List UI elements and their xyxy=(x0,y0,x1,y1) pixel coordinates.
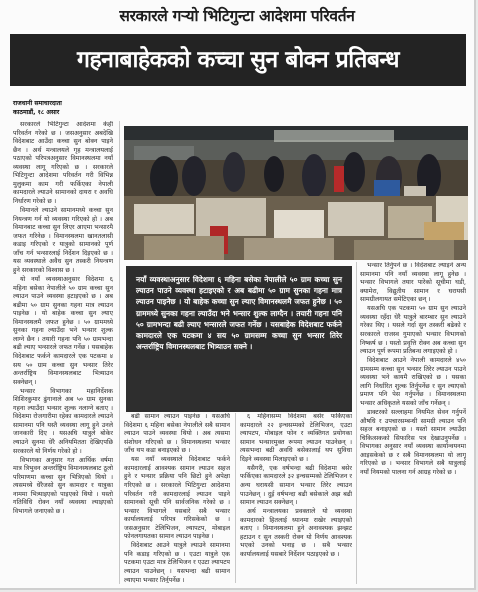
paragraph: भन्सार तिर्नुपर्ने छ । विदेशबाट ल्याइने अन्य सामानमा पनि नयाँ व्यवस्था लागू हुनेछ । भन्सार विभागले तयार पारेको सूचीमा घडी, क्यामेरा, विद्युतीय सामान र घरायसी सामग्रीलगायत समेटिएका छन् । xyxy=(360,262,466,304)
paragraph: भन्सार विभागका महानिर्देशक शिशिरकुमार ढुंगानाले अब ५० ग्राम सुनका गहना ल्याउँदा भन्सार शुल्क नलाग्ने बताए । विदेशमा रोजगारीमा रहेका कामदारले ल्याउने सामानमा पनि यस्तै व्यवस्था लागू हुने उनले जानकारी दिए । यसअघि यात्रुले बोकेर ल्याउने सुनमा धेरै अनियमितता देखिएपछि सरकारले यो निर्णय गरेको हो । xyxy=(13,387,113,455)
paragraph: ६ महिनासम्म विदेशमा बसेर फर्किएका कामदारले २२ इन्चसम्मको टेलिभिजन, एउटा ल्यापटप, मोबाइल फोन र व्यक्तिगत प्रयोगका सामान भन्सारमुक्त रूपमा ल्याउन पाउनेछन् । त्यसभन्दा बढी अवधि बसेकालाई थप सुविधा दिइने व्यवस्था मिलाइएको छ । xyxy=(240,413,352,463)
column-divider xyxy=(119,121,120,584)
article-column-3 xyxy=(240,413,352,583)
paragraph: बढी सामान ल्याउन पाइनेछ । यसअघि विदेशमा ६ महिना बसेका नेपालीले सबै सामान ल्याउन पाउने व्यवस्था थियो । अब त्यसमा संशोधन गरिएको छ । विमानस्थलमा भन्सार जाँच थप कडा बनाइएको छ । xyxy=(124,413,230,455)
article-column-1 xyxy=(13,121,113,584)
article-column-2 xyxy=(124,413,230,583)
paragraph: डाक्टरको सल्लाहमा नियमित सेवन गर्नुपर्ने औषधि र उपचारसम्बन्धी सामग्री ल्याउन पनि सहज बनाइएको छ । यस्तो सामान ल्याउँदा चिकित्सकको सिफारिस पत्र देखाउनुपर्नेछ । विभागका अनुसार नयाँ व्यवस्था कार्यान्वयनमा आइसकेको छ र सबै विमानस्थलमा यो लागू गरिएको छ । भन्सार विभागले सबै यात्रुलाई नयाँ नियमको पालना गर्न आग्रह गरेको छ । xyxy=(360,409,466,476)
paragraph: यो नयाँ व्यवस्थाअनुसार विदेशमा ६ महिना बसेका नेपालीले ५० ग्राम कच्चा सुन ल्याउन पाउने व्यवस्था हटाइएको छ । अब बढीमा ५० ग्राम सुनका गहना मात्र ल्याउन पाइनेछ । यो बाहेक कच्चा सुन ल्याए विमानस्थलमै जफत हुनेछ । ५० ग्राममध्ये सुनका गहना ल्याउँदा भने भन्सार शुल्क लाग्ने छैन । तयारी गहना पनि ५० ग्रामभन्दा बढी ल्याए भन्सारले जफत गर्नेछ । यसबाहेक विदेशबाट फर्कने कामदारले एक पटकमा ४ सय ५० ग्राम कच्चा सुन भन्सार तिरेर अन्तर्राष्ट्रिय विमानस्थलबाट भित्र्याउन सक्नेछन् । xyxy=(13,276,113,386)
kicker-headline: सरकारले गऱ्यो भिटिगुन्टा आदेशमा परिवर्तन xyxy=(119,6,355,25)
photo-illustration xyxy=(124,126,468,260)
highlight-box: नयाँ व्यवस्थाअनुसार विदेशमा ६ महिना बसेका नेपालीले ५० ग्राम कच्चा सुन ल्याउन पाउने व्यवस्था हटाइएको र अब बढीमा ५० ग्राम सुनका गहना मात्र ल्याउन पाइनेछ । यो बाहेक कच्चा सुन ल्याए विमानस्थलमै जफत हुनेछ । ५० ग्राममध्ये सुनका गहना ल्याउँदा भने भन्सार शुल्क लाग्दैन । तयारी गहना पनि ५० ग्रामभन्दा बढी ल्याए भन्सारले जफत गर्नेछ । यसबाहेक विदेशबाट फर्कने कामदारले एक पटकमा ४ सय ५० ग्रामसम्म कच्चा सुन भन्सार तिरेर अन्तर्राष्ट्रिय विमानस्थलबाट भित्र्याउन सक्ने । xyxy=(126,266,352,412)
paragraph: अर्थ मन्त्रालयका प्रवक्ताले यो व्यवस्था कामदारको हितलाई ध्यानमा राखेर ल्याइएको बताए । विमानस्थलमा हुने अनावश्यक झन्झट हटाउन र सुन तस्करी रोक्न यो निर्णय आवश्यक भएको उनको भनाइ छ । सबै भन्सार कार्यालयलाई यसबारे निर्देशन पठाइएको छ । xyxy=(240,508,352,558)
paragraph: यसअघि एक पटकमा ५० ग्राम सुन ल्याउने व्यवस्था रहँदा धेरै यात्रुले बारम्बार सुन ल्याउने गरेका थिए । यसले गर्दा सुन तस्करी बढेको र सरकारले राजस्व गुमाएको भन्सार विभागको निष्कर्ष छ । यस्तो प्रवृत्ति रोक्न अब कच्चा सुन ल्याउन पूर्ण रूपमा प्रतिबन्ध लगाइएको हो । xyxy=(360,305,466,356)
paragraph: विदेशबाट आउने नेपाली कामदारले ४५० ग्रामसम्म कच्चा सुन भन्सार तिरेर ल्याउन पाउने व्यवस्था भने कायमै राखिएको छ । यसका लागि निर्धारित शुल्क तिर्नुपर्नेछ र सुन ल्याएको प्रमाण पनि पेस गर्नुपर्नेछ । विमानस्थलमा भन्सार अधिकृतले यसको जाँच गर्नेछन् । xyxy=(360,357,466,407)
airport-luggage-photo xyxy=(124,126,468,260)
paragraph: सरकारले भिटिगुन्टा आदेशमा केही परिवर्तन गरेको छ । जसअनुसार अबदेखि विदेशबाट आउँदा कच्चा सुन बोक्न पाइने छैन । अर्थ मन्त्रालयले गृह मन्त्रालयलाई पठाएको परिपत्रअनुसार विमानस्थलमा नयाँ व्यवस्था लागू गरिएको छ । सरकारले भिटिगुन्टा आदेशमा परिवर्तन गरी विभिन्न मुलुकमा काम गरी फर्किएका नेपाली कामदारले ल्याउने सामानको दायरा र अवधि निर्धारण गरेको छ । xyxy=(13,121,113,205)
paragraph: यसैगरी, एक वर्षभन्दा बढी विदेशमा बसेर फर्किएका कामदारले ३२ इन्चसम्मको टेलिभिजन र अन्य घरायसी सामान भन्सार तिरेर ल्याउन पाउनेछन् । दुई वर्षभन्दा बढी बसेकाले अझ बढी सामान ल्याउन सक्नेछन् । xyxy=(240,464,352,507)
paragraph: विभागका अनुसार गत आर्थिक वर्षमा मात्र त्रिभुवन अन्तर्राष्ट्रिय विमानस्थलबाट ठूलो परिमाणमा कच्चा सुन भित्रिएको थियो । त्यसमध्ये धेरैजसो सुन कामदार र यात्रुका नाममा भित्र्याइएको पाइएको थियो । यस्तो गतिविधि रोक्न नयाँ व्यवस्था ल्याइएको विभागले जनाएको छ । xyxy=(13,456,113,515)
main-headline: गहनाबाहेकको कच्चा सुन बोक्न प्रतिबन्ध xyxy=(10,34,466,86)
column-divider xyxy=(356,262,357,584)
byline-dateline: काठमाडौं, १८ असार xyxy=(13,109,60,116)
article-column-4 xyxy=(360,262,466,584)
paragraph: विदेशबाट आउने यात्रुले ल्याउने सामानमा पनि कडाइ गरिएको छ । एउटा यात्रुले एक पटकमा एउटा मात्र टेलिभिजन र एउटा ल्यापटप ल्याउन पाउनेछन् । यसभन्दा बढी सामान ल्याएमा भन्सार तिर्नुपर्नेछ । xyxy=(124,542,230,583)
column-divider xyxy=(235,413,236,583)
byline-source: राजधानी समाचारदाता xyxy=(13,100,62,107)
paragraph: विमानले ल्याउने सामानमध्ये कच्चा सुन नियन्त्रण गर्न यो व्यवस्था गरिएको हो । अब विमानबाट कच्चा सुन लिएर आएमा भन्सारमै जफत गरिनेछ । विमानस्थलमा खानतलासी कडाइ गरिएको र यात्रुको सामानको पूर्ण जाँच गर्न भन्सारलाई निर्देशन दिइएको छ । यस व्यवस्थाले अवैध सुन तस्करी नियन्त्रण हुने सरकारको विश्वास छ । xyxy=(13,207,113,274)
paragraph: यस नयाँ व्यवस्थाले विदेशबाट फर्कने कामदारलाई आवश्यक सामान ल्याउन सहज हुने र भन्सार प्रक्रिया पनि छिटो हुने अपेक्षा गरिएको छ । सरकारले भिटिगुन्टा आदेशमा परिवर्तन गरी कामदारलाई ल्याउन पाइने सामानको सूची पनि सार्वजनिक गरेको छ । भन्सार विभागले यसबारे सबै भन्सार कार्यालयलाई परिपत्र गरिसकेको छ । जसअनुसार टेलिभिजन, ल्यापटप, मोबाइल फोनलगायतका सामान ल्याउन पाइनेछ । xyxy=(124,456,230,541)
byline xyxy=(13,99,113,117)
